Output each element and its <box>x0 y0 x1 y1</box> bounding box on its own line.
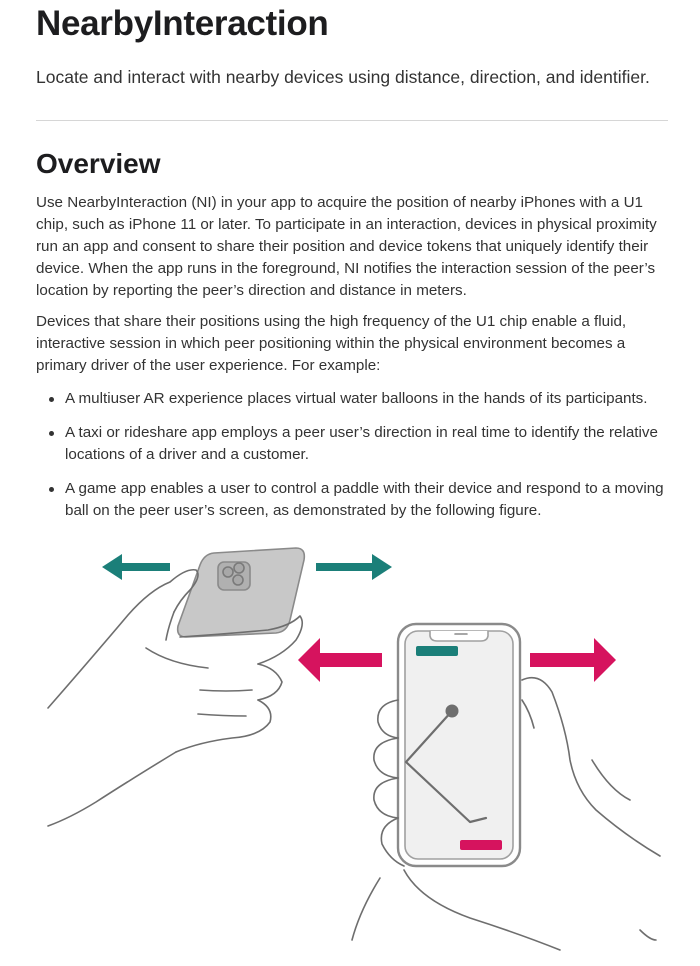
teal-arrow-right-icon <box>316 554 392 580</box>
player-paddle <box>460 840 502 850</box>
magenta-arrow-right-icon <box>530 638 616 682</box>
ball <box>446 705 459 718</box>
divider <box>36 120 668 121</box>
right-hand-phone-illustration <box>352 624 660 950</box>
list-item-text: A game app enables a user to control a paddle with their device and respond to a moving ball on the peer user’s screen, as demonstrated by the following figure. <box>65 480 664 519</box>
left-hand-phone-illustration <box>48 548 304 826</box>
opponent-paddle <box>416 646 458 656</box>
teal-arrow-left-icon <box>102 554 170 580</box>
phone-notch <box>430 631 488 641</box>
page-abstract: Locate and interact with nearby devices using distance, direction, and identifier. <box>36 67 650 87</box>
overview-paragraph-1: Use NearbyInteraction (NI) in your app to acquire the position of nearby iPhones with a U1 chip, such as iPhone 11 or later. To participate in an interaction, devices in physical proximity run an app and consent to share their position and device tokens that uniquely identify their device. When the app runs in the foreground, NI notifies the interaction session of the peer’s location by reporting the peer’s direction and distance in meters. <box>36 194 657 299</box>
magenta-arrow-left-icon <box>298 638 382 682</box>
bullet-dot <box>49 487 54 492</box>
list-item <box>36 388 676 410</box>
right-hand <box>522 678 660 856</box>
section-heading-overview: Overview <box>36 148 161 179</box>
bullet-dot <box>49 397 54 402</box>
figure-paddle-game <box>0 530 700 966</box>
left-hand <box>48 570 198 708</box>
overview-paragraph-2: Devices that share their positions using the high frequency of the U1 chip enable a fluid, interactive session in which peer positioning within the physical environment becomes a primary driver of the user experience. For example: <box>36 313 627 374</box>
list-item <box>36 422 676 466</box>
list-item-text: A taxi or rideshare app employs a peer user’s direction in real time to identify the relative locations of a driver and a customer. <box>65 424 658 463</box>
list-item <box>36 478 676 522</box>
example-list <box>36 388 676 534</box>
list-item-text: A multiuser AR experience places virtual water balloons in the hands of its participants. <box>65 390 648 407</box>
bullet-dot <box>49 431 54 436</box>
page-title: NearbyInteraction <box>36 4 329 43</box>
